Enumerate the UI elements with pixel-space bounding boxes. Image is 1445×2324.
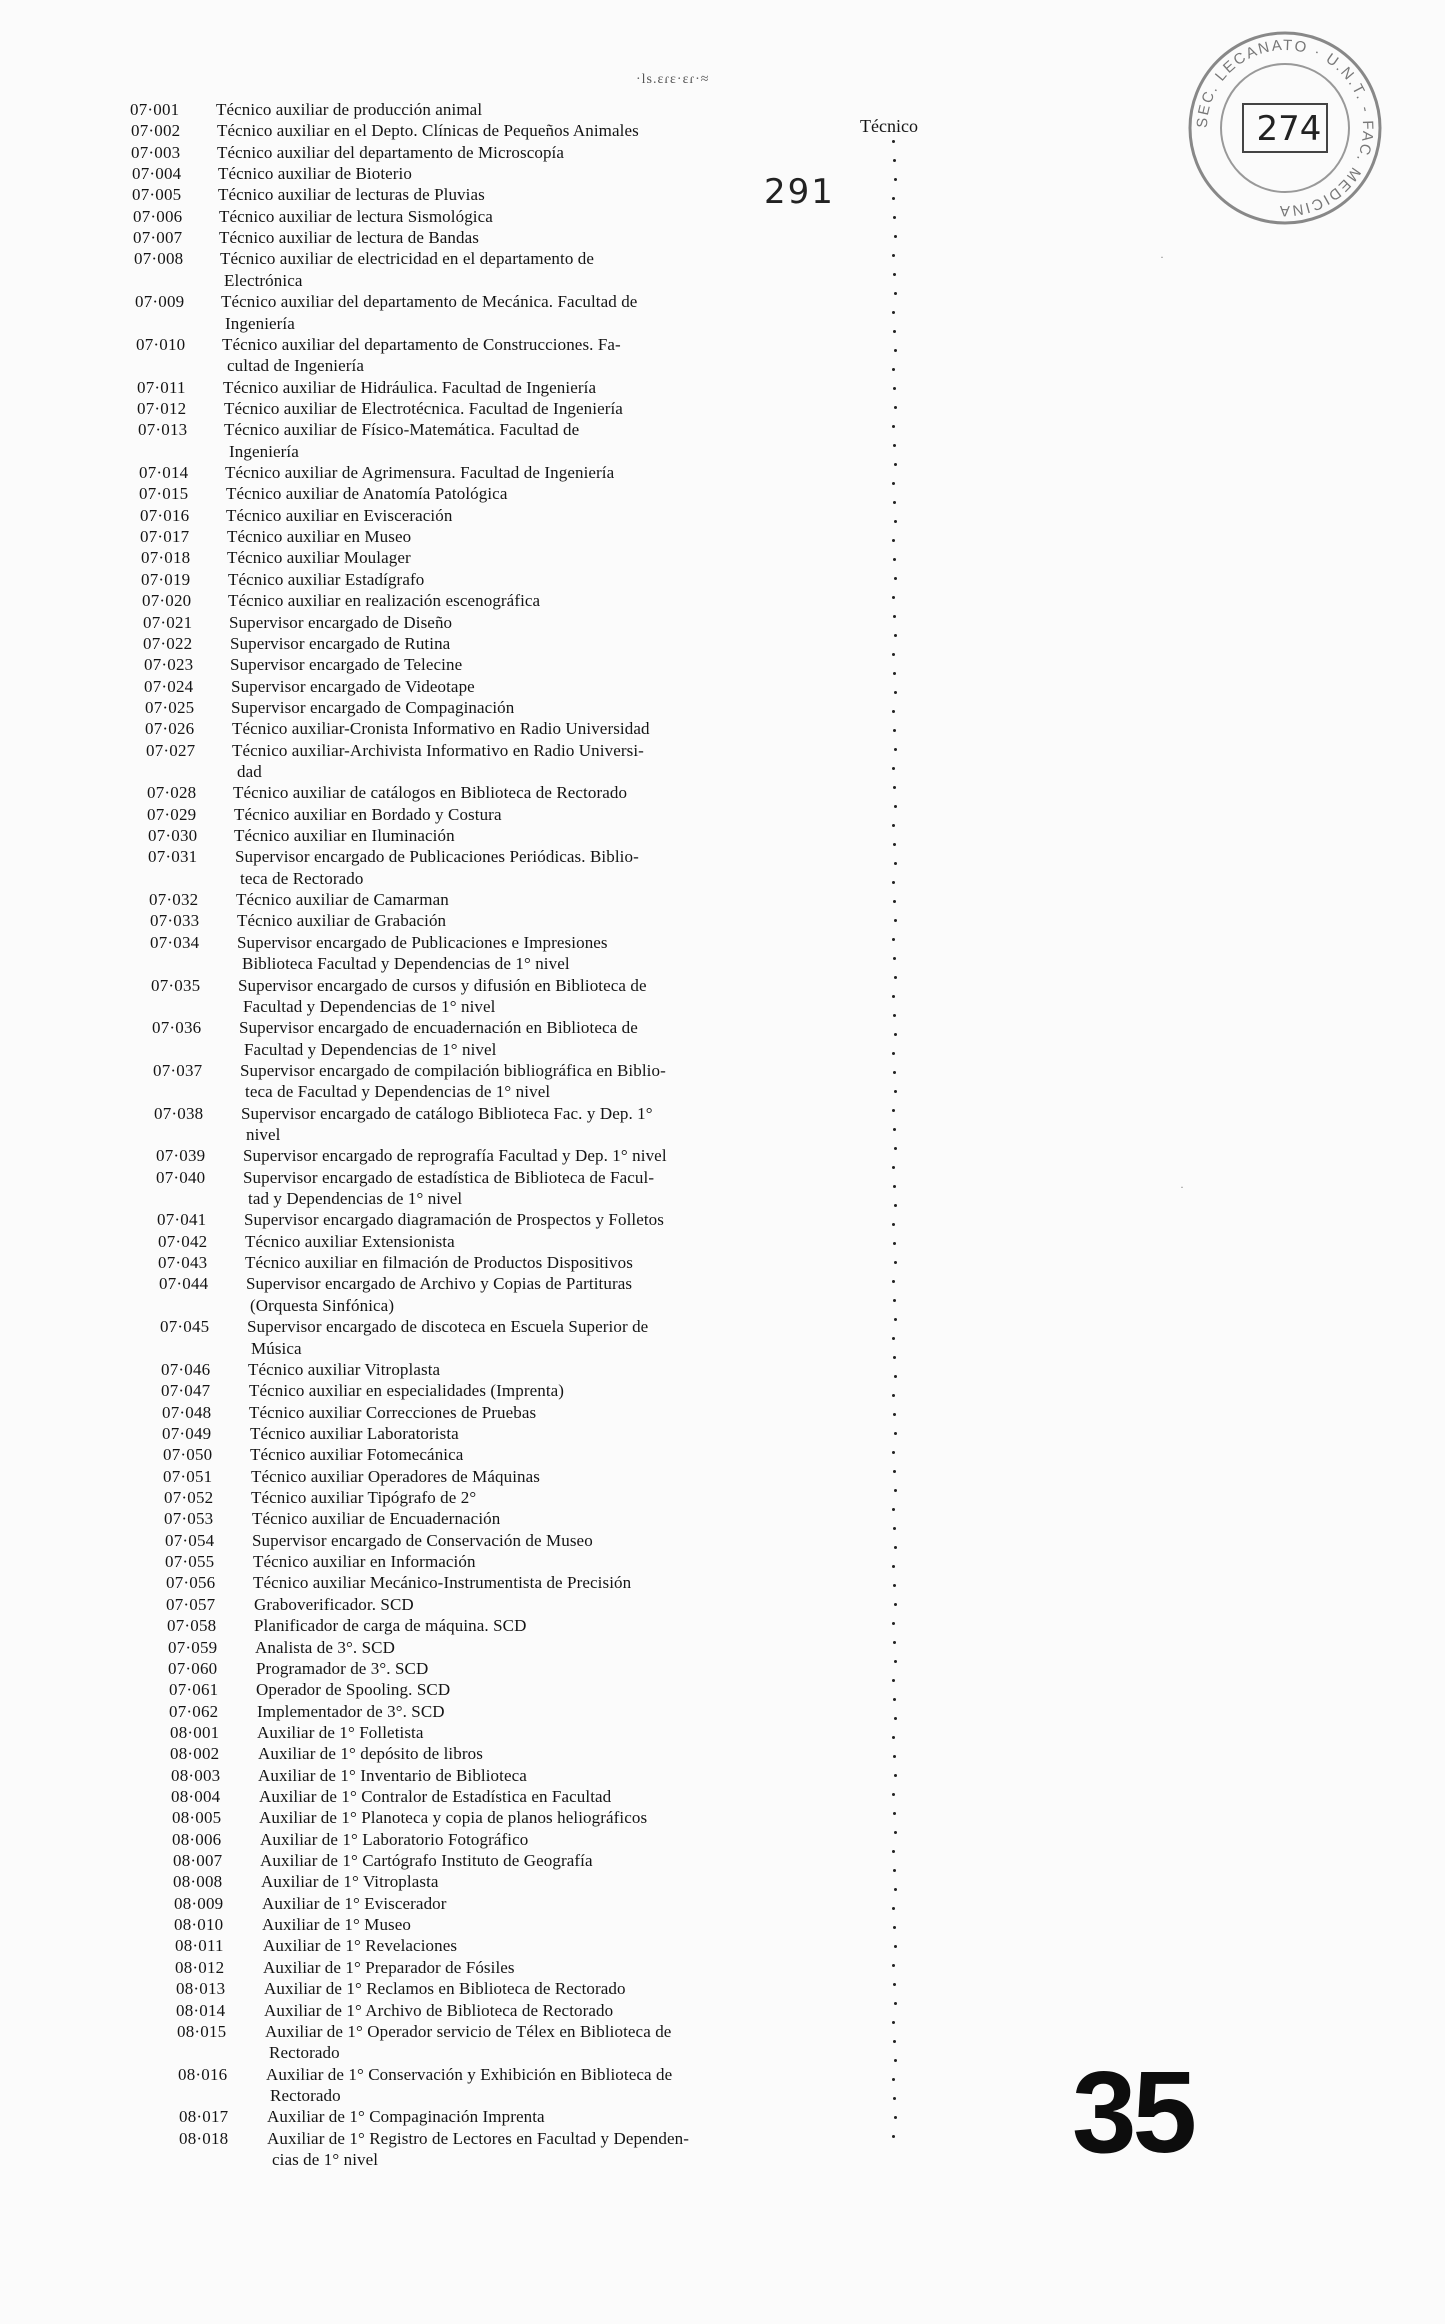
entry-description: Técnico auxiliar en Museo	[227, 527, 412, 546]
entry-description: dad	[237, 762, 262, 781]
entry-description: Técnico auxiliar en el Depto. Clínicas de Pequeños Animales	[217, 121, 639, 140]
entry-code: 07·062	[169, 1702, 219, 1721]
entry-continuation-row	[0, 1189, 1445, 1211]
entry-continuation-row	[0, 762, 1445, 784]
entry-row	[0, 1830, 1445, 1852]
entry-description: Técnico auxiliar-Cronista Informativo en Radio Universidad	[232, 719, 650, 738]
entry-code: 07·027	[146, 741, 196, 760]
entry-row	[0, 1061, 1445, 1083]
entry-row	[0, 890, 1445, 912]
entry-row	[0, 527, 1445, 549]
entry-row	[0, 185, 1445, 207]
entry-row	[0, 1509, 1445, 1531]
entry-code: 08·006	[172, 1830, 222, 1849]
entry-description: Auxiliar de 1° Planoteca y copia de planos heliográficos	[259, 1808, 648, 1827]
entry-description: Técnico auxiliar-Archivista Informativo en Radio Universi-	[232, 741, 644, 760]
entry-description: (Orquesta Sinfónica)	[250, 1296, 395, 1315]
entry-description: Supervisor encargado de reprografía Facultad y Dep. 1° nivel	[243, 1146, 667, 1165]
entry-row	[0, 1573, 1445, 1595]
page-number: 35	[1072, 2047, 1194, 2177]
entry-row	[0, 698, 1445, 720]
entry-description: Auxiliar de 1° Vitroplasta	[261, 1872, 439, 1891]
entry-code: 07·005	[132, 185, 182, 204]
entry-row	[0, 1104, 1445, 1126]
entry-row	[0, 933, 1445, 955]
entry-continuation-row	[0, 997, 1445, 1019]
entry-continuation-row	[0, 1082, 1445, 1104]
entry-description: Supervisor encargado de Diseño	[229, 613, 453, 632]
entry-description: Supervisor encargado de catálogo Biblioteca Fac. y Dep. 1°	[241, 1104, 653, 1123]
entry-code: 08·016	[178, 2065, 228, 2084]
entry-description: Técnico auxiliar Operadores de Máquinas	[251, 1467, 541, 1486]
entry-description: Técnico auxiliar Tipógrafo de 2°	[251, 1488, 477, 1507]
entry-description: Técnico auxiliar en Evisceración	[226, 506, 453, 525]
entry-row	[0, 1595, 1445, 1617]
entry-row	[0, 826, 1445, 848]
entry-code: 07·049	[162, 1424, 212, 1443]
entry-row	[0, 335, 1445, 357]
entry-row	[0, 1723, 1445, 1745]
svg-text:SEC. LECANATO · U.N.T. - FAC.: SEC. LECANATO · U.N.T. - FAC. MEDICINA	[1193, 36, 1377, 220]
entry-row	[0, 143, 1445, 165]
entry-row	[0, 1168, 1445, 1190]
entry-row	[0, 783, 1445, 805]
entry-row	[0, 1232, 1445, 1254]
entry-description: Facultad y Dependencias de 1° nivel	[244, 1040, 497, 1059]
entry-row	[0, 1744, 1445, 1766]
entry-description: Auxiliar de 1° Folletista	[257, 1723, 424, 1742]
entry-description: cias de 1° nivel	[272, 2150, 379, 2169]
entry-description: Supervisor encargado de Archivo y Copias de Partituras	[246, 1274, 633, 1293]
entry-row	[0, 207, 1445, 229]
entry-row	[0, 2022, 1445, 2044]
entry-description: Auxiliar de 1° Registro de Lectores en Facultad y Dependen-	[267, 2129, 689, 2148]
entry-continuation-row	[0, 314, 1445, 336]
entry-description: Auxiliar de 1° Laboratorio Fotográfico	[260, 1830, 529, 1849]
entry-code: 08·013	[176, 1979, 226, 1998]
entry-code: 07·043	[158, 1253, 208, 1272]
entry-description: Técnico auxiliar en Iluminación	[234, 826, 455, 845]
entry-code: 07·028	[147, 783, 197, 802]
entry-row	[0, 249, 1445, 271]
entry-code: 07·051	[163, 1467, 213, 1486]
entry-description: Técnico auxiliar Mecánico-Instrumentista de Precisión	[253, 1573, 632, 1592]
entry-code: 07·011	[137, 378, 186, 397]
entry-code: 07·035	[151, 976, 201, 995]
entry-row	[0, 741, 1445, 763]
entry-row	[0, 911, 1445, 933]
entry-description: Auxiliar de 1° Compaginación Imprenta	[267, 2107, 545, 2126]
entry-row	[0, 1680, 1445, 1702]
entry-description: Técnico auxiliar Estadígrafo	[228, 570, 425, 589]
entry-code: 07·056	[166, 1573, 216, 1592]
entry-description: Facultad y Dependencias de 1° nivel	[243, 997, 496, 1016]
entry-description: Técnico auxiliar de Electrotécnica. Facultad de Ingeniería	[224, 399, 623, 418]
entry-code: 08·007	[173, 1851, 223, 1870]
entry-code: 07·045	[160, 1317, 210, 1336]
entry-row	[0, 1958, 1445, 1980]
entry-code: 07·054	[165, 1531, 215, 1550]
entry-row	[0, 1979, 1445, 2001]
entry-row	[0, 164, 1445, 186]
entry-description: Supervisor encargado de Publicaciones e Impresiones	[237, 933, 608, 952]
entry-row	[0, 1253, 1445, 1275]
entry-description: Auxiliar de 1° Contralor de Estadística en Facultad	[259, 1787, 612, 1806]
entry-code: 07·026	[145, 719, 195, 738]
entry-description: Técnico auxiliar de electricidad en el departamento de	[220, 249, 595, 268]
entry-description: Planificador de carga de máquina. SCD	[254, 1616, 527, 1635]
entry-description: Técnico auxiliar de Anatomía Patológica	[226, 484, 508, 503]
entry-description: Técnico auxiliar de lecturas de Pluvias	[218, 185, 485, 204]
entry-row	[0, 2129, 1445, 2151]
entry-row	[0, 1317, 1445, 1339]
entry-continuation-row	[0, 442, 1445, 464]
entry-row	[0, 484, 1445, 506]
entry-row	[0, 121, 1445, 143]
entry-row	[0, 2001, 1445, 2023]
entry-code: 07·048	[162, 1403, 212, 1422]
entry-row	[0, 463, 1445, 485]
entry-code: 08·004	[171, 1787, 221, 1806]
entry-description: teca de Facultad y Dependencias de 1° nivel	[245, 1082, 551, 1101]
entry-description: teca de Rectorado	[240, 869, 364, 888]
entry-description: Auxiliar de 1° Revelaciones	[263, 1936, 458, 1955]
entry-code: 08·003	[171, 1766, 221, 1785]
entry-code: 07·057	[166, 1595, 216, 1614]
entry-description: Supervisor encargado de Publicaciones Periódicas. Biblio-	[235, 847, 639, 866]
entry-description: Técnico auxiliar del departamento de Mecánica. Facultad de	[221, 292, 638, 311]
entry-description: Técnico auxiliar Correcciones de Pruebas	[249, 1403, 537, 1422]
entry-code: 07·021	[143, 613, 193, 632]
entry-description: Supervisor encargado diagramación de Prospectos y Folletos	[244, 1210, 665, 1229]
entry-code: 07·034	[150, 933, 200, 952]
entry-description: Técnico auxiliar de lectura Sismológica	[219, 207, 493, 226]
entry-row	[0, 1659, 1445, 1681]
entry-description: Rectorado	[270, 2086, 341, 2105]
entry-description: Técnico auxiliar del departamento de Microscopía	[217, 143, 565, 162]
entry-code: 08·010	[174, 1915, 224, 1934]
entry-description: Técnico auxiliar Moulager	[227, 548, 411, 567]
entry-continuation-row	[0, 2150, 1445, 2172]
entry-row	[0, 634, 1445, 656]
entry-row	[0, 1424, 1445, 1446]
entry-description: Técnico auxiliar de lectura de Bandas	[219, 228, 479, 247]
entry-code: 08·002	[170, 1744, 220, 1763]
entry-description: Técnico auxiliar de Bioterio	[218, 164, 412, 183]
entry-code: 07·030	[148, 826, 198, 845]
entry-code: 08·008	[173, 1872, 223, 1891]
entry-description: Supervisor encargado de cursos y difusión en Biblioteca de	[238, 976, 647, 995]
entry-code: 07·025	[145, 698, 195, 717]
entry-code: 08·001	[170, 1723, 220, 1742]
entry-row	[0, 1210, 1445, 1232]
entry-code: 08·012	[175, 1958, 225, 1977]
entry-row	[0, 548, 1445, 570]
entry-description: Electrónica	[224, 271, 303, 290]
entry-row	[0, 1702, 1445, 1724]
entry-description: Técnico auxiliar de Físico-Matemática. Facultad de	[224, 420, 580, 439]
entry-description: Música	[251, 1339, 302, 1358]
entry-code: 07·052	[164, 1488, 214, 1507]
entry-row	[0, 1766, 1445, 1788]
entry-row	[0, 1445, 1445, 1467]
entry-code: 07·039	[156, 1146, 206, 1165]
entry-code: 08·011	[175, 1936, 224, 1955]
entry-description: Graboverificador. SCD	[254, 1595, 414, 1614]
entry-continuation-row	[0, 954, 1445, 976]
entry-continuation-row	[0, 2086, 1445, 2108]
entry-code: 07·036	[152, 1018, 202, 1037]
entry-row	[0, 1638, 1445, 1660]
entry-row	[0, 677, 1445, 699]
page-header-faint: ·ls.ɛɾɛ·ɛɾ·≈	[636, 72, 710, 87]
entry-code: 07·029	[147, 805, 197, 824]
entry-row	[0, 2107, 1445, 2129]
entry-code: 07·040	[156, 1168, 206, 1187]
entry-code: 07·038	[154, 1104, 204, 1123]
entry-code: 08·015	[177, 2022, 227, 2041]
entry-description: Auxiliar de 1° Preparador de Fósiles	[263, 1958, 515, 1977]
entry-code: 07·017	[140, 527, 190, 546]
entry-continuation-row	[0, 2043, 1445, 2065]
entry-code: 08·009	[174, 1894, 224, 1913]
entry-row	[0, 1872, 1445, 1894]
entry-description: Supervisor encargado de Compaginación	[231, 698, 515, 717]
entry-description: Técnico auxiliar Extensionista	[245, 1232, 455, 1251]
entry-row	[0, 2065, 1445, 2087]
entry-row	[0, 1808, 1445, 1830]
entry-code: 07·013	[138, 420, 188, 439]
entry-row	[0, 399, 1445, 421]
entry-code: 07·002	[131, 121, 181, 140]
entry-row	[0, 719, 1445, 741]
entry-description: Analista de 3°. SCD	[255, 1638, 395, 1657]
entry-code: 07·059	[168, 1638, 218, 1657]
entry-description: Técnico auxiliar en realización escenográfica	[228, 591, 541, 610]
entry-code: 07·008	[134, 249, 184, 268]
entry-code: 07·014	[139, 463, 189, 482]
entry-continuation-row	[0, 1040, 1445, 1062]
entry-code: 07·046	[161, 1360, 211, 1379]
entry-description: Supervisor encargado de encuadernación en Biblioteca de	[239, 1018, 638, 1037]
entry-row	[0, 1894, 1445, 1916]
entry-row	[0, 100, 1445, 122]
entry-row	[0, 1488, 1445, 1510]
entry-row	[0, 506, 1445, 528]
entry-continuation-row	[0, 356, 1445, 378]
entry-code: 07·055	[165, 1552, 215, 1571]
entry-row	[0, 1936, 1445, 1958]
entry-description: Ingeniería	[225, 314, 295, 333]
entry-code: 08·018	[179, 2129, 229, 2148]
entry-description: Supervisor encargado de compilación bibliográfica en Biblio-	[240, 1061, 666, 1080]
entry-description: Biblioteca Facultad y Dependencias de 1° nivel	[242, 954, 570, 973]
entry-row	[0, 1787, 1445, 1809]
entry-code: 07·009	[135, 292, 185, 311]
entry-description: Operador de Spooling. SCD	[256, 1680, 451, 1699]
entry-code: 07·053	[164, 1509, 214, 1528]
entry-code: 07·042	[158, 1232, 208, 1251]
entry-description: Auxiliar de 1° Archivo de Biblioteca de Rectorado	[264, 2001, 614, 2020]
entry-code: 07·058	[167, 1616, 217, 1635]
entry-row	[0, 591, 1445, 613]
entry-code: 07·018	[141, 548, 191, 567]
entry-code: 07·001	[130, 100, 180, 119]
entry-continuation-row	[0, 1339, 1445, 1361]
entry-description: Auxiliar de 1° Eviscerador	[262, 1894, 447, 1913]
entry-description: Auxiliar de 1° depósito de libros	[258, 1744, 483, 1763]
entry-code: 07·010	[136, 335, 186, 354]
entry-code: 07·050	[163, 1445, 213, 1464]
entry-description: Auxiliar de 1° Cartógrafo Instituto de Geografía	[260, 1851, 593, 1870]
entry-row	[0, 420, 1445, 442]
entry-code: 07·047	[161, 1381, 211, 1400]
entry-row	[0, 1851, 1445, 1873]
entry-code: 07·060	[168, 1659, 218, 1678]
entry-row	[0, 1360, 1445, 1382]
entry-description: Técnico auxiliar en Información	[253, 1552, 476, 1571]
entry-description: Ingeniería	[229, 442, 299, 461]
entry-continuation-row	[0, 271, 1445, 293]
entry-description: Auxiliar de 1° Museo	[262, 1915, 412, 1934]
entry-description: Implementador de 3°. SCD	[257, 1702, 445, 1721]
entry-description: Técnico auxiliar en especialidades (Imprenta)	[249, 1381, 565, 1400]
entry-description: Técnico auxiliar del departamento de Construcciones. Fa-	[222, 335, 621, 354]
entry-code: 08·017	[179, 2107, 229, 2126]
entry-code: 07·033	[150, 911, 200, 930]
entry-code: 07·022	[143, 634, 193, 653]
entry-description: Auxiliar de 1° Reclamos en Biblioteca de Rectorado	[264, 1979, 626, 1998]
entry-code: 07·007	[133, 228, 183, 247]
entry-code: 07·006	[133, 207, 183, 226]
entry-row	[0, 1381, 1445, 1403]
entry-row	[0, 1274, 1445, 1296]
entry-description: Técnico auxiliar Vitroplasta	[248, 1360, 441, 1379]
scan-speck: ·	[1160, 250, 1164, 264]
entry-row	[0, 1531, 1445, 1553]
entry-description: Auxiliar de 1° Conservación y Exhibición en Biblioteca de	[266, 2065, 673, 2084]
entry-description: tad y Dependencias de 1° nivel	[248, 1189, 463, 1208]
entry-description: Técnico auxiliar de Camarman	[236, 890, 449, 909]
entry-code: 07·023	[144, 655, 194, 674]
entry-description: Técnico auxiliar en filmación de Productos Dispositivos	[245, 1253, 633, 1272]
entry-code: 07·024	[144, 677, 194, 696]
entry-code: 07·041	[157, 1210, 207, 1229]
entry-description: Técnico auxiliar de Encuadernación	[252, 1509, 501, 1528]
entry-row	[0, 1552, 1445, 1574]
entry-description: Supervisor encargado de Videotape	[231, 677, 475, 696]
handwritten-number: 291	[764, 172, 835, 212]
entry-row	[0, 847, 1445, 869]
entry-row	[0, 1467, 1445, 1489]
entry-row	[0, 613, 1445, 635]
entry-description: Supervisor encargado de estadística de Biblioteca de Facul-	[243, 1168, 655, 1187]
entry-code: 07·061	[169, 1680, 219, 1699]
entry-continuation-row	[0, 869, 1445, 891]
entry-description: Programador de 3°. SCD	[256, 1659, 429, 1678]
entry-description: Auxiliar de 1° Operador servicio de Télex en Biblioteca de	[265, 2022, 672, 2041]
entry-row	[0, 1146, 1445, 1168]
stamp-number: 274	[1256, 109, 1322, 149]
entry-description: Técnico auxiliar en Bordado y Costura	[234, 805, 502, 824]
entry-description: Auxiliar de 1° Inventario de Biblioteca	[258, 1766, 527, 1785]
entry-description: Rectorado	[269, 2043, 340, 2062]
entry-code: 07·016	[140, 506, 190, 525]
entry-description: Técnico auxiliar Fotomecánica	[250, 1445, 464, 1464]
entry-row	[0, 1403, 1445, 1425]
entry-code: 07·037	[153, 1061, 203, 1080]
entry-code: 07·015	[139, 484, 189, 503]
entry-description: cultad de Ingeniería	[227, 356, 364, 375]
entry-row	[0, 976, 1445, 998]
scan-speck: ·	[1180, 1180, 1184, 1194]
entry-description: Supervisor encargado de Rutina	[230, 634, 451, 653]
entry-row	[0, 655, 1445, 677]
entry-code: 07·031	[148, 847, 198, 866]
entry-description: Supervisor encargado de Conservación de Museo	[252, 1531, 593, 1550]
entry-row	[0, 570, 1445, 592]
entry-description: Técnico auxiliar de catálogos en Biblioteca de Rectorado	[233, 783, 628, 802]
entry-row	[0, 228, 1445, 250]
entry-description: Supervisor encargado de discoteca en Escuela Superior de	[247, 1317, 649, 1336]
entry-description: Técnico auxiliar de Hidráulica. Facultad de Ingeniería	[223, 378, 597, 397]
entry-code: 07·020	[142, 591, 192, 610]
entry-code: 07·012	[137, 399, 187, 418]
entry-code: 08·014	[176, 2001, 226, 2020]
entry-description: Técnico auxiliar Laboratorista	[250, 1424, 459, 1443]
entry-continuation-row	[0, 1125, 1445, 1147]
entry-description: Técnico auxiliar de producción animal	[216, 100, 483, 119]
column-header: Técnico	[860, 116, 918, 136]
entry-code: 07·003	[131, 143, 181, 162]
entry-row	[0, 1915, 1445, 1937]
entry-code: 07·004	[132, 164, 182, 183]
entry-row	[0, 805, 1445, 827]
entry-row	[0, 1616, 1445, 1638]
entry-code: 08·005	[172, 1808, 222, 1827]
entry-description: nivel	[246, 1125, 281, 1144]
entry-code: 07·032	[149, 890, 199, 909]
entry-code: 07·044	[159, 1274, 209, 1293]
entry-code: 07·019	[141, 570, 191, 589]
entry-description: Técnico auxiliar de Grabación	[237, 911, 447, 930]
entry-description: Técnico auxiliar de Agrimensura. Facultad de Ingeniería	[225, 463, 615, 482]
entry-row	[0, 292, 1445, 314]
entry-row	[0, 378, 1445, 400]
entry-description: Supervisor encargado de Telecine	[230, 655, 463, 674]
entry-continuation-row	[0, 1296, 1445, 1318]
entry-row	[0, 1018, 1445, 1040]
